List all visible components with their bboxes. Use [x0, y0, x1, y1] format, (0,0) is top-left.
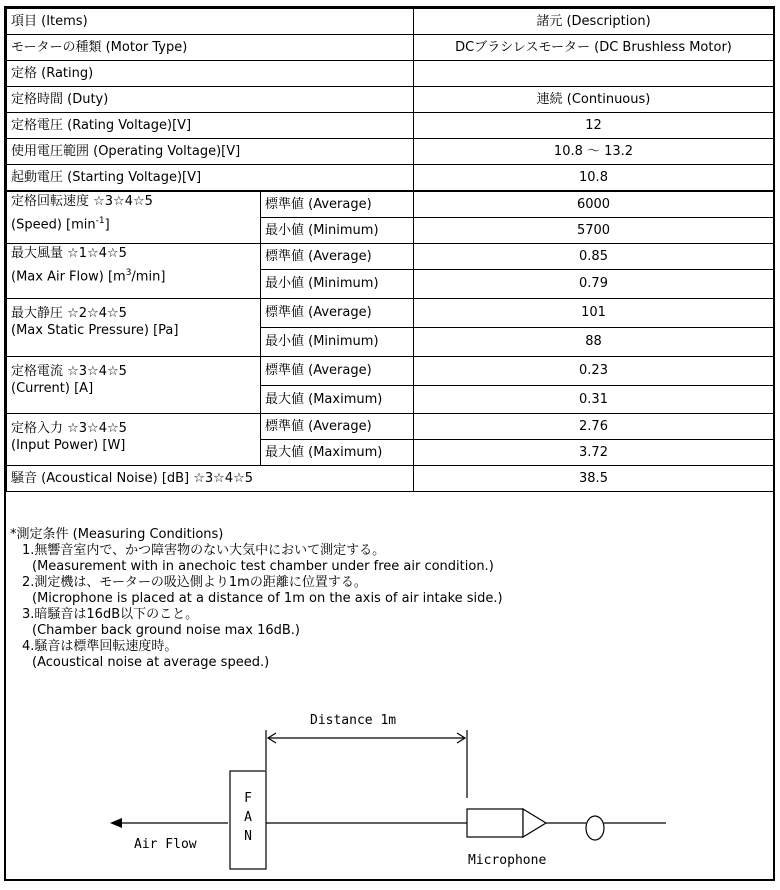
- air-flow-label: Air Flow: [134, 837, 197, 852]
- notes-title: *測定条件 (Measuring Conditions): [10, 527, 224, 542]
- speed-unit-close: ]: [104, 217, 110, 233]
- speed-avg-value: 6000: [414, 191, 774, 218]
- power-avg-value: 2.76: [414, 414, 774, 440]
- note-3-en: (Chamber back ground noise max 16dB.): [32, 623, 300, 638]
- current-avg-value: 0.23: [414, 357, 774, 386]
- header-desc: 諸元 (Description): [414, 9, 774, 35]
- current-label-jp: 定格電流 ☆3☆4☆5: [11, 364, 127, 379]
- microphone-body: [467, 809, 523, 837]
- header-item: 項目 (Items): [7, 9, 414, 35]
- table-row: [7, 113, 774, 139]
- table-row: [7, 414, 774, 440]
- table-row: [7, 61, 774, 87]
- air-flow-arrow: [110, 818, 122, 828]
- speed-unit-sup: -1: [95, 216, 105, 226]
- table-row: [7, 35, 774, 61]
- pressure-min-value: 88: [414, 328, 774, 357]
- spec-sheet: [4, 6, 775, 881]
- table-row: [7, 466, 774, 492]
- current-label: [7, 357, 261, 414]
- airflow-label: [7, 244, 261, 299]
- table-row: [7, 244, 774, 270]
- power-label-jp: 定格入力 ☆3☆4☆5: [11, 421, 127, 436]
- airflow-label-en: (Max Air Flow) [m: [11, 269, 126, 285]
- rating-value: [414, 61, 774, 87]
- power-max-label: 最大値 (Maximum): [261, 440, 414, 466]
- rating-label: 定格 (Rating): [7, 61, 414, 87]
- operating-voltage-value: 10.8 ～ 13.2: [414, 139, 774, 165]
- speed-min-value: 5700: [414, 218, 774, 244]
- current-max-label: 最大値 (Maximum): [261, 386, 414, 414]
- note-1: 1.無響音室内で、かつ障害物のない大気中において測定する。: [22, 543, 386, 558]
- speed-label-en: (Speed) [min: [11, 217, 96, 233]
- pressure-label: [7, 299, 261, 357]
- power-avg-label: 標準値 (Average): [261, 414, 414, 440]
- current-max-value: 0.31: [414, 386, 774, 414]
- power-label: [7, 414, 261, 466]
- power-max-value: 3.72: [414, 440, 774, 466]
- note-3: 3.暗騒音は16dB以下のこと。: [22, 607, 199, 622]
- airflow-min-label: 最小値 (Minimum): [261, 270, 414, 299]
- speed-label: [7, 191, 261, 244]
- table-row: [7, 191, 774, 218]
- motor-type-label: モーターの種類 (Motor Type): [7, 35, 414, 61]
- fan-letter-f: F: [244, 791, 252, 806]
- table-row: [7, 9, 774, 35]
- airflow-avg-value: 0.85: [414, 244, 774, 270]
- speed-avg-label: 標準値 (Average): [261, 191, 414, 218]
- starting-voltage-value: 10.8: [414, 165, 774, 192]
- airflow-unit-close: /min]: [131, 269, 166, 285]
- power-label-en: (Input Power) [W]: [11, 438, 126, 453]
- duty-label: 定格時間 (Duty): [7, 87, 414, 113]
- distance-label: Distance 1m: [310, 713, 397, 728]
- fan-letter-a: A: [244, 810, 252, 825]
- fan-letter-n: N: [244, 829, 252, 844]
- noise-label: 騒音 (Acoustical Noise) [dB] ☆3☆4☆5: [7, 466, 414, 492]
- table-row: [7, 139, 774, 165]
- table-row: [7, 87, 774, 113]
- note-2: 2.測定機は、モーターの吸込側より1mの距離に位置する。: [22, 575, 367, 590]
- current-avg-label: 標準値 (Average): [261, 357, 414, 386]
- microphone-label: Microphone: [468, 853, 547, 868]
- speed-min-label: 最小値 (Minimum): [261, 218, 414, 244]
- speed-label-jp: 定格回転速度 ☆3☆4☆5: [11, 194, 153, 209]
- rating-voltage-value: 12: [414, 113, 774, 139]
- motor-type-value: DCブラシレスモーター (DC Brushless Motor): [414, 35, 774, 61]
- airflow-min-value: 0.79: [414, 270, 774, 299]
- pressure-avg-value: 101: [414, 299, 774, 328]
- airflow-avg-label: 標準値 (Average): [261, 244, 414, 270]
- measurement-diagram: [6, 698, 773, 878]
- airflow-label-jp: 最大風量 ☆1☆4☆5: [11, 246, 127, 261]
- note-4-en: (Acoustical noise at average speed.): [32, 655, 270, 670]
- pressure-min-label: 最小値 (Minimum): [261, 328, 414, 357]
- pressure-avg-label: 標準値 (Average): [261, 299, 414, 328]
- table-row: [7, 299, 774, 328]
- current-label-en: (Current) [A]: [11, 381, 94, 396]
- note-1-en: (Measurement with in anechoic test chamber under free air condition.): [32, 559, 494, 574]
- cable-loop: [586, 816, 604, 840]
- table-row: [7, 165, 774, 192]
- pressure-label-jp: 最大静圧 ☆2☆4☆5: [11, 306, 127, 321]
- rating-voltage-label: 定格電圧 (Rating Voltage)[V]: [7, 113, 414, 139]
- starting-voltage-label: 起動電圧 (Starting Voltage)[V]: [7, 165, 414, 192]
- microphone-head: [523, 809, 546, 837]
- table-row: [7, 357, 774, 386]
- pressure-label-en: (Max Static Pressure) [Pa]: [11, 323, 179, 338]
- airflow-unit-sup: 3: [125, 268, 132, 278]
- operating-voltage-label: 使用電圧範囲 (Operating Voltage)[V]: [7, 139, 414, 165]
- spec-table: [6, 8, 774, 492]
- note-4: 4.騒音は標準回転速度時。: [22, 639, 178, 654]
- measuring-conditions: [10, 527, 503, 671]
- noise-value: 38.5: [414, 466, 774, 492]
- note-2-en: (Microphone is placed at a distance of 1m on the axis of air intake side.): [32, 591, 503, 606]
- duty-value: 連続 (Continuous): [414, 87, 774, 113]
